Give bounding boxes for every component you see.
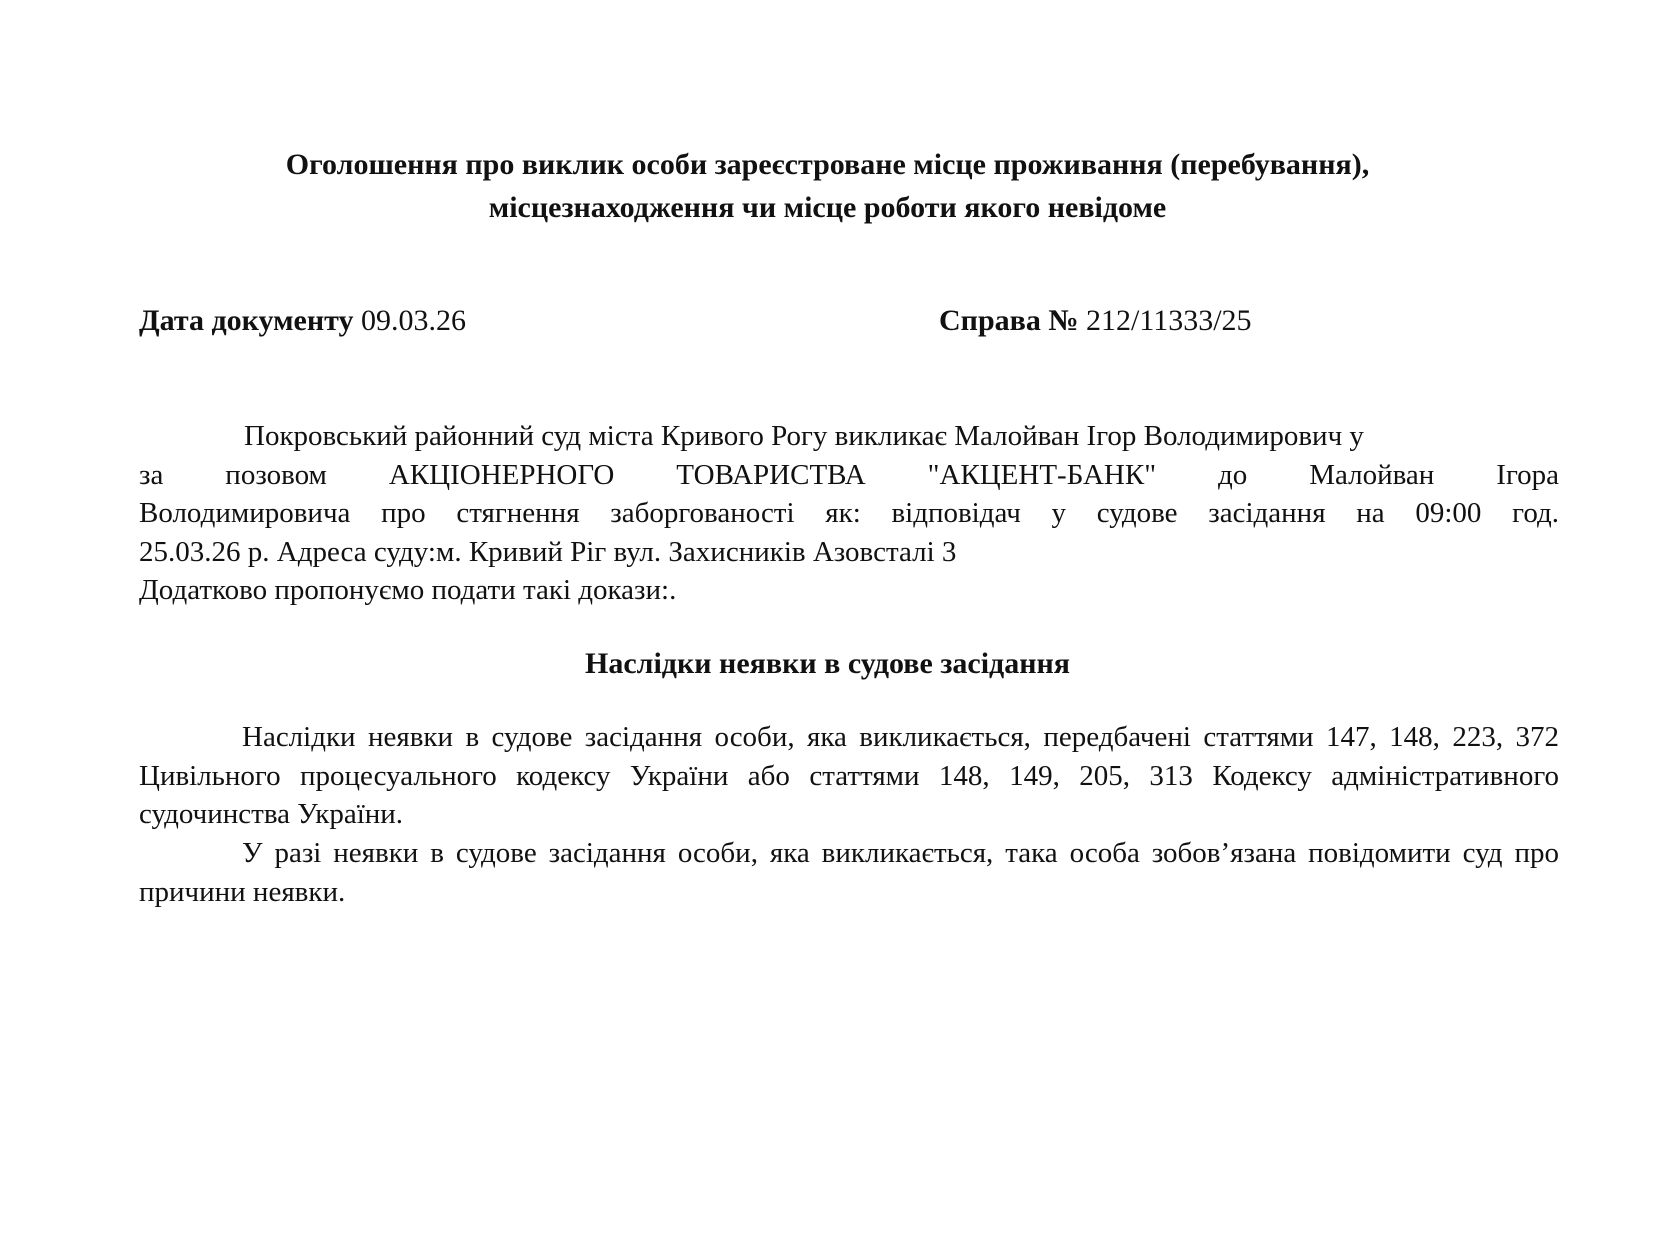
document-title-line-2: місцезнаходження чи місце роботи якого невідоме — [488, 191, 1167, 224]
obligation-paragraph: У разі неявки в судове засідання особи, яка викликається, така особа зобов’язана повідомити суд про причини неявки. — [139, 837, 1559, 908]
section-heading: Наслідки неявки в судове засідання — [584, 647, 1071, 680]
consequences-paragraph: Наслідки неявки в судове засідання особи, яка викликається, передбачені статтями 147, 148, 223, 372 Цивільного процесуального кодексу України або статтями 148, 149, 205, 313 Кодексу адміністративного судочинства України. — [139, 721, 1559, 830]
summons-line-4: 25.03.26 р. Адреса суду:м. Кривий Ріг вул. Захисників Азовсталі 3 — [139, 535, 957, 568]
document-date-value: 09.03.26 — [360, 304, 466, 337]
summons-line-3: Володимировича про стягнення заборгованості як: відповідач у судове засідання на 09:00 год. — [139, 497, 1559, 529]
document-title — [0, 143, 1655, 229]
document-title-line-1: Оголошення про виклик особи зареєстроване місце проживання (перебування), — [285, 148, 1370, 181]
case-number-value: 212/11333/25 — [1085, 304, 1252, 337]
summons-paragraph — [139, 417, 1559, 610]
summons-line-5: Додатково пропонуємо подати такі докази:. — [139, 574, 677, 606]
case-number — [939, 303, 1252, 339]
document-date — [139, 303, 466, 339]
case-number-label: Справа № — [939, 304, 1079, 337]
document-date-label: Дата документу — [139, 304, 354, 337]
summons-line-1: Покровський районний суд міста Кривого Рогу викликає Малойван Ігор Володимирович у — [244, 420, 1364, 452]
summons-line-2: за позовом АКЦІОНЕРНОГО ТОВАРИСТВА "АКЦЕНТ-БАНК" до Малойван Ігора — [139, 458, 1559, 491]
